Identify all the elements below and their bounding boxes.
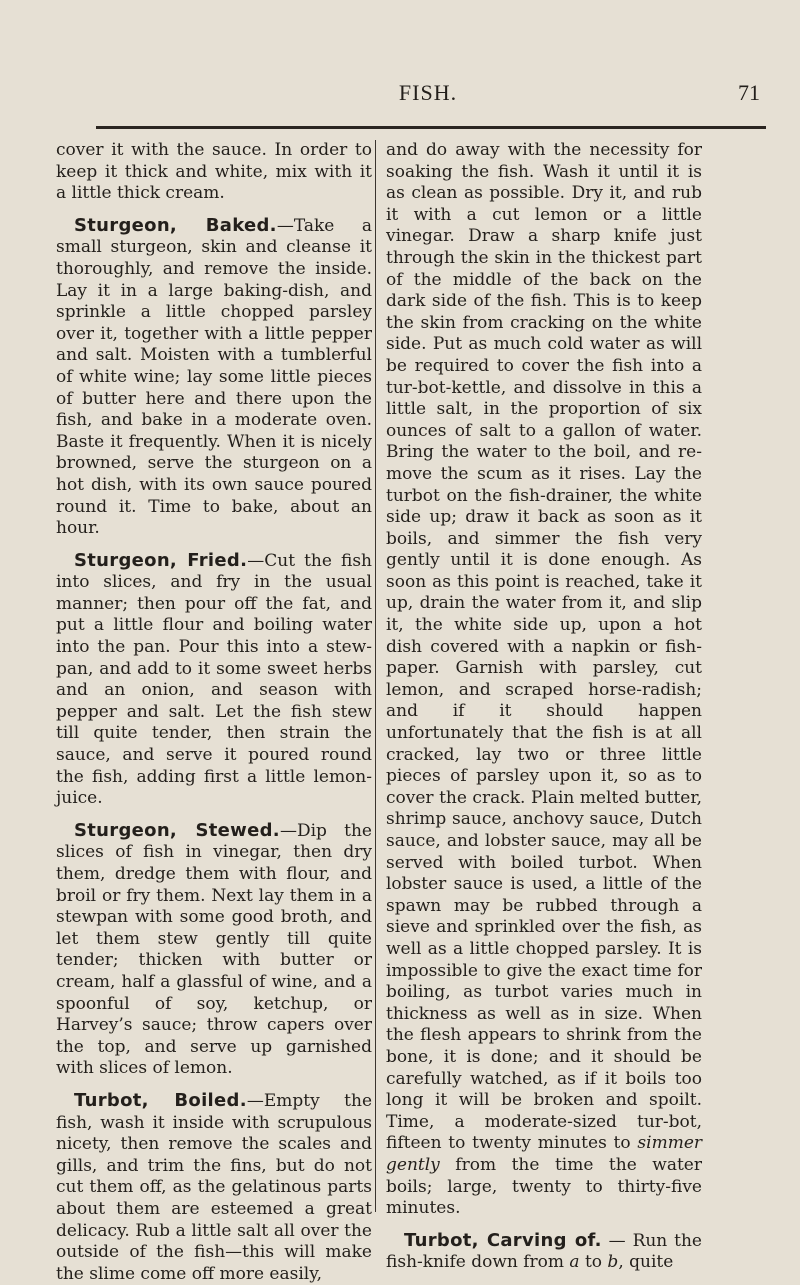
continuation-text-end: from the time the water boils; large, twenty to thirty-five minutes. [386,1154,702,1219]
recipe-text: —Cut the fish into slices, and fry in the usual manner; then pour off the fat, and put a little flour and boiling water into the pan. Pour this into a stew-pan, and add to it some sweet herbs and an onion, and season with pepper and salt. Let the fish stew till quite tender, then strain the sauce, and serve it poured round the fish, adding first a little lemon-juice. [56,550,373,809]
letter-a: a [569,1252,580,1273]
letter-b: b [607,1252,619,1273]
recipe-text: —Dip the slices of fish in vinegar, then dry them, dredge them with flour, and broil or fry them. Next lay them in a stewpan with some good broth, and let them stew gently till quite tender; thicken with butter or cream, half a glassful of wine, and a spoonful of soy, ketchup, or Harvey’s sauce; throw capers over the top, and serve up garnished with slices of lemon. [56,820,372,1079]
recipe-text-end: , quite [618,1252,674,1273]
continuation-paragraph: cover it with the sauce. In order to keep it thick and white, mix with it a little thick cream. [56,140,372,204]
recipe-text: —Empty the fish, wash it inside with scrupulous nicety, then remove the scales and gills, and trim the fins, but do not cut them off, as the gelatinous parts about them are esteemed a great delicacy. Rub a little salt all over the outside of the fish—this will make the slime come off more easily, [56,1090,372,1284]
recipe-heading: Turbot, Boiled. [74,1089,247,1111]
recipe-sturgeon-baked [56,215,372,540]
left-column [56,140,372,1285]
italic-phrase: simmer gently [386,1133,703,1175]
header-rule [96,126,766,129]
recipe-heading: Sturgeon, Stewed. [74,819,280,841]
recipe-text: —Take a small sturgeon, skin and cleanse it thoroughly, and remove the inside. Lay it in a large baking-dish, and sprinkle a little chopped parsley over it, together with a little pepper and salt. Moisten with a tumblerful of white wine; lay some little pieces of butter here and there upon the fish, and bake in a moderate oven. Baste it frequently. When it is nicely browned, serve the sturgeon on a hot dish, with its own sauce poured round it. Time to bake, about an hour. [56,215,372,539]
recipe-heading: Sturgeon, Fried. [74,549,248,571]
recipe-heading: Turbot, Carving of. [404,1229,602,1251]
recipe-turbot-carving [386,1230,702,1274]
continuation-text: and do away with the necessity for soaking the fish. Wash it until it is as clean as possible. Dry it, and rub it with a cut lemon or a little vinegar. Draw a sharp knife just through the skin in the thickest part of the middle of the back on the dark side of the fish. This is to keep the skin from cracking on the white side. Put as much cold water as will be required to cover the fish into a tur-bot-kettle, and dissolve in this a little salt, in the proportion of six ounces of salt to a gallon of water. Bring the water to the boil, and re-move the scum as it rises. Lay the turbot on the fish-drainer, the white side up; draw it back as soon as it boils, and simmer the fish very gently until it is done enough. As soon as this point is reached, take it up, drain the water from it, and slip it, the white side up, upon a hot dish covered with a napkin or fish-paper. Garnish with parsley, cut lemon, and scraped horse-radish; and if it should happen unfortunately that the fish is at all cracked, lay two or three little pieces of parsley upon it, so as to cover the crack. Plain melted butter, shrimp sauce, anchovy sauce, Dutch sauce, and lobster sauce, may all be served with boiled turbot. When lobster sauce is used, a little of the spawn may be rubbed through a sieve and sprinkled over the fish, as well as a little chopped parsley. It is impossible to give the exact time for boiling, as turbot varies much in thickness as well as in size. When the flesh appears to shrink from the bone, it is done; and it should be carefully watched, as if it boils too long it will be broken and spoilt. Time, a moderate-sized tur-bot, fifteen to twenty minutes to [386,140,702,1154]
column-divider [375,140,376,1212]
page-header [96,76,760,118]
recipe-sturgeon-stewed [56,820,372,1080]
right-column [386,140,702,1274]
recipe-turbot-boiled [56,1090,372,1285]
recipe-text: — Run the fish-knife down from [386,1230,702,1273]
recipe-sturgeon-fried [56,550,372,810]
recipe-heading: Sturgeon, Baked. [74,214,277,236]
recipe-text-mid: to [579,1252,608,1273]
turbot-boiled-continuation [386,140,702,1220]
page-number: 71 [738,80,760,105]
running-head: FISH. [398,80,458,105]
